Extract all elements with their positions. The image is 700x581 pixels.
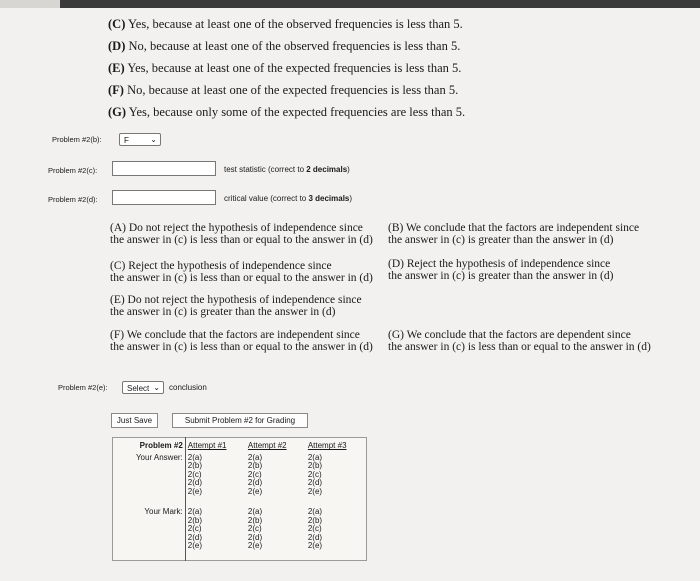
chevron-down-icon: ⌄ xyxy=(150,135,157,144)
problem-2e-selected-value: Select xyxy=(127,384,150,393)
attempt-2-answers: 2(a) 2(b) 2(c) 2(d) 2(e) xyxy=(247,452,263,496)
problem-2b-select[interactable] xyxy=(119,133,161,146)
conclusion-b: (B) We conclude that the factors are independent since the answer in (c) is greater than the answer in (d) xyxy=(388,222,640,246)
conclusion-c: (C) Reject the hypothesis of independence since the answer in (c) is less than or equal to the answer in (d) xyxy=(110,260,373,284)
attempt-2-header: Attempt #2 xyxy=(247,441,287,451)
attempt-3-marks: 2(a) 2(b) 2(c) 2(d) 2(e) xyxy=(307,506,323,551)
option-f: (F) No, because at least one of the expected frequencies is less than 5. xyxy=(108,83,459,97)
just-save-button[interactable]: Just Save xyxy=(111,413,158,428)
attempts-table-title: Problem #2 xyxy=(139,441,183,451)
your-mark-label: Your Mark: xyxy=(144,506,183,516)
conclusion-e: (E) Do not reject the hypothesis of independence since the answer in (c) is greater than the answer in (d) xyxy=(110,294,362,318)
attempts-table xyxy=(112,437,367,561)
option-c: (C) Yes, because at least one of the observed frequencies is less than 5. xyxy=(108,17,463,31)
problem-2e-select[interactable] xyxy=(122,381,164,394)
attempts-header-row xyxy=(113,438,367,454)
critical-value-input[interactable] xyxy=(112,190,216,205)
submit-problem-button[interactable]: Submit Problem #2 for Grading xyxy=(172,413,308,428)
conclusion-g: (G) We conclude that the factors are dependent since the answer in (c) is less than or equal to the answer in (d) xyxy=(388,329,651,353)
problem-2e-suffix: conclusion xyxy=(169,383,207,392)
critical-value-note: critical value (correct to 3 decimals) xyxy=(224,194,353,203)
attempt-1-header: Attempt #1 xyxy=(185,438,246,454)
your-answer-label: Your Answer: xyxy=(135,452,183,462)
top-bar-bevel xyxy=(0,0,60,8)
window-top-bar xyxy=(0,0,700,8)
problem-2e-label: Problem #2(e): xyxy=(58,383,108,392)
conclusion-a: (A) Do not reject the hypothesis of independence since the answer in (c) is less than or equal to the answer in (d) xyxy=(110,222,373,246)
test-statistic-note: test statistic (correct to 2 decimals) xyxy=(224,165,350,174)
option-e: (E) Yes, because at least one of the expected frequencies is less than 5. xyxy=(108,61,462,75)
attempt-2-marks: 2(a) 2(b) 2(c) 2(d) 2(e) xyxy=(247,506,263,551)
attempt-1-marks: 2(a) 2(b) 2(c) 2(d) 2(e) xyxy=(185,505,246,561)
problem-2c-label: Problem #2(c): xyxy=(48,166,98,175)
conclusion-d: (D) Reject the hypothesis of independence since the answer in (c) is greater than the answer in (d) xyxy=(388,258,614,282)
problem-2b-selected-value: F xyxy=(124,136,129,145)
option-g: (G) Yes, because only some of the expected frequencies are less than 5. xyxy=(108,105,466,119)
problem-2b-label: Problem #2(b): xyxy=(52,135,102,144)
attempt-1-answers: 2(a) 2(b) 2(c) 2(d) 2(e) xyxy=(185,454,246,505)
your-mark-row xyxy=(113,505,367,561)
your-answer-row xyxy=(113,454,367,505)
chevron-down-icon: ⌄ xyxy=(153,383,160,392)
attempt-3-header: Attempt #3 xyxy=(307,441,347,451)
option-d: (D) No, because at least one of the observed frequencies is less than 5. xyxy=(108,39,461,53)
problem-2d-label: Problem #2(d): xyxy=(48,195,98,204)
test-statistic-input[interactable] xyxy=(112,161,216,176)
attempt-3-answers: 2(a) 2(b) 2(c) 2(d) 2(e) xyxy=(307,452,323,496)
conclusion-f: (F) We conclude that the factors are independent since the answer in (c) is less than or equal to the answer in (d) xyxy=(110,329,373,353)
